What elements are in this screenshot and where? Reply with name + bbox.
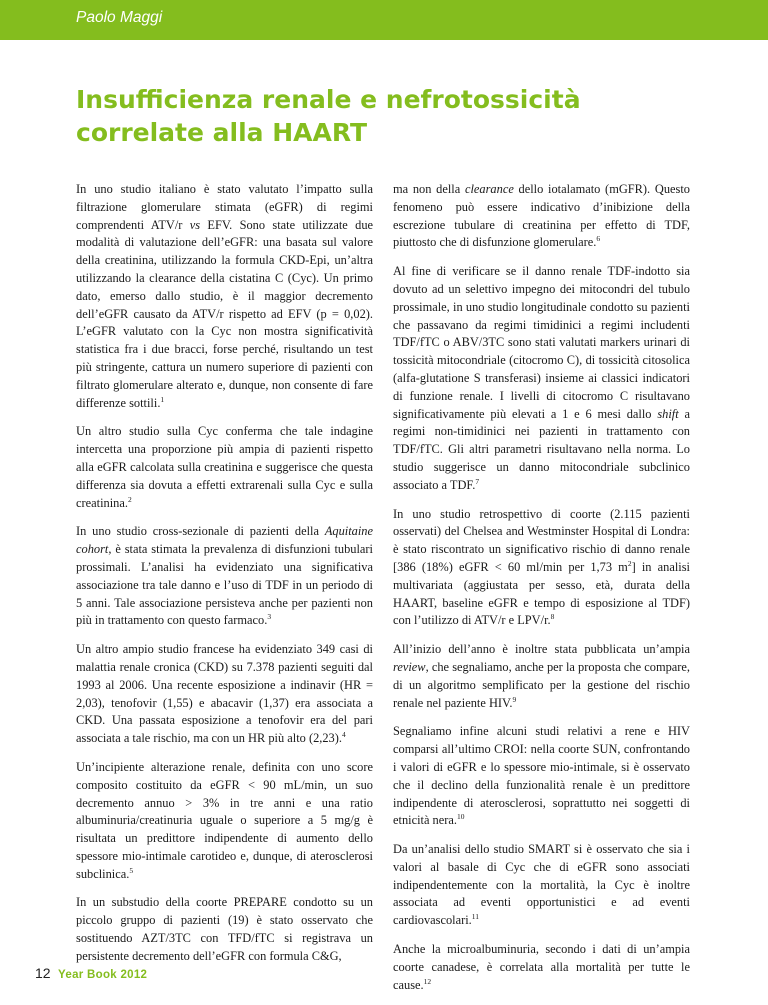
paragraph: All’inizio dell’anno è inoltre stata pubblicata un’ampia review, che segnaliamo, anche per la proposta che compare, di un algoritmo semplificato per la gestione del rischio renale nel paziente HIV.$^9$ — [393, 642, 690, 710]
reference-marker: 9 — [512, 694, 517, 704]
reference-marker: 5 — [129, 865, 134, 875]
reference-marker: 3 — [267, 612, 272, 622]
reference-marker: 8 — [550, 612, 555, 622]
paragraph: Al fine di verificare se il danno renale TDF-indotto sia dovuto ad un selettivo impegno dei mitocondri del tubulo prossimale, in uno studio longitudinale condotto su pazienti che passavano da regimi timidinici a regimi includenti TDF/fTC o ABV/3TC sono stati valutati markers urinari di tossicità mitocondriale (citocromo C), di tossicità citosolica (alfa-glutatione S transferasi) insieme ai classici indicatori di funzione renale. I livelli di citocromo C risultavano significativamente più elevati a 1 e 6 mesi dallo shift a regimi non-timidinici nei pazienti in trattamento con TDF/fTC. Gli altri parametri risultavano nella norma. Lo studio suggerisce un danno mitocondriale subclinico associato a TDF.$^7$ — [393, 264, 690, 492]
reference-marker: 2 — [127, 494, 132, 504]
reference-marker: 4 — [341, 729, 346, 739]
title-line-1: Insufficienza renale e nefrotossicità — [76, 85, 581, 114]
paragraph: Un’incipiente alterazione renale, definita con uno score composito costituito da eGFR < 90 mL/min, un suo decremento annuo > 3% in tre anni e una ratio albuminuria/creatinuria uguale o superiore a 5 mg/g è risultata un predittore indipendente di aumento dello spessore mio-intimale carotideo e, dunque, di aterosclerosi subclinica.$^5$ — [76, 759, 373, 881]
reference-marker: 12 — [423, 976, 432, 986]
right-column — [393, 181, 690, 1005]
paragraph: Un altro studio sulla Cyc conferma che tale indagine intercetta una proporzione più ampia di pazienti rispetto alla eGFR calcolata sulla creatinina e suggerisce che questa differenza sia dovuta a effetti extrarenali sulla Cyc e sulla creatinina.$^2$ — [76, 424, 373, 510]
page-footer — [35, 965, 147, 983]
paragraph: In un substudio della coorte PREPARE condotto su un piccolo gruppo di pazienti (19) è stato osservato che sostituendo AZT/3TC con TFD/fTC si registrava un persistente decremento dell’eGFR con formula C&G, — [76, 895, 373, 963]
reference-marker: 1 — [160, 394, 165, 404]
paragraph: ma non della clearance dello iotalamato (mGFR). Questo fenomeno può essere indicativo d’inibizione della escrezione tubulare di creatinina per effetto di TDF, piuttosto che di disfunzione glomerulare.$^6$ — [393, 182, 690, 250]
article-title — [76, 83, 676, 149]
reference-marker: 6 — [596, 234, 601, 244]
author-name: Paolo Maggi — [76, 9, 163, 26]
paragraph: In uno studio cross-sezionale di pazienti della Aquitaine cohort, è stata stimata la prevalenza di disfunzioni tubulari prossimali. L’analisi ha evidenziato una significativa associazione tra tale danno e l’uso di TDF in un periodo di 5 anni. Tale associazione persisteva anche per pazienti non più in trattamento con questo farmaco.$^3$ — [76, 524, 373, 628]
paragraph: In uno studio retrospettivo di coorte (2.115 pazienti osservati) del Chelsea and Westminster Hospital di Londra: è stato riscontrato un significativo rischio di danno renale [386 (18%) eGFR < 60 ml/min per 1,73 $m^2$] in analisi multivariata (aggiustata per sesso, età, durata della HAART, baseline eGFR e tempo di esposizione al TDF) con l’utilizzo di ATV/r e LPV/r.$^8$ — [393, 506, 690, 628]
header-bar — [0, 0, 768, 40]
left-column — [76, 181, 373, 977]
paragraph: Anche la microalbuminuria, secondo i dati di un’ampia coorte canadese, è correlata alla mortalità per tutte le cause.$^{12}$ — [393, 942, 690, 992]
page-number: 12 — [35, 965, 51, 981]
reference-marker: 10 — [456, 812, 465, 822]
title-line-2: correlate alla HAART — [76, 118, 368, 147]
paragraph: Un altro ampio studio francese ha evidenziato 349 casi di malattia renale cronica (CKD) su 7.378 pazienti seguiti dal 1993 al 2006. Una recente esposizione a indinavir (HR = 2,03), tenofovir (1,55) e abacavir (1,37) era associata a CKD. Una passata esposizione a tenofovir era del pari associata a tale rischio, ma con un HR più alto (2,23).$^4$ — [76, 642, 373, 746]
reference-marker: 11 — [471, 912, 480, 922]
paragraph: In uno studio italiano è stato valutato l’impatto sulla filtrazione glomerulare stimata (eGFR) di regimi comprendenti ATV/r vs EFV. Sono state utilizzate due modalità di valutazione dell’eGFR: una basata sul valore della creatinina, utilizzando la formula CKD-Epi, un’altra utilizzando la clearance della cistatina C (Cyc). Un primo dato, emerso dallo studio, è il maggior decremento dell’eGFR causato da ATV/r rispetto ad EFV (p = 0,02). L’eGFR valutato con la Cyc non mostra significatività statistica fra i due bracci, forse perché, risultando un test più stringente, cattura un numero superiore di pazienti con filtrato glomerulare alterato e, dunque, non consente di fare differenze sottili.$^1$ — [76, 182, 374, 410]
unit-superscript: 2 — [627, 558, 632, 568]
publication-name: Year Book 2012 — [58, 969, 148, 981]
paragraph: Da un’analisi dello studio SMART si è osservato che sia i valori al basale di Cyc che di eGFR sono associati indipendentemente con la mortalità, la Cyc è inoltre associata ad eventi opportunistici e ad eventi cardiovascolari.$^{11}$ — [393, 842, 690, 928]
paragraph: Segnaliamo infine alcuni studi relativi a rene e HIV comparsi all’ultimo CROI: nella coorte SUN, confrontando i valori di eGFR e lo spessore mio-intimale, si è osservato che il declino della funzionalità renale è un predittore indipendente di aterosclerosi, soprattutto nei soggetti di etnicità nera.$^{10}$ — [393, 724, 690, 828]
reference-marker: 7 — [475, 476, 480, 486]
